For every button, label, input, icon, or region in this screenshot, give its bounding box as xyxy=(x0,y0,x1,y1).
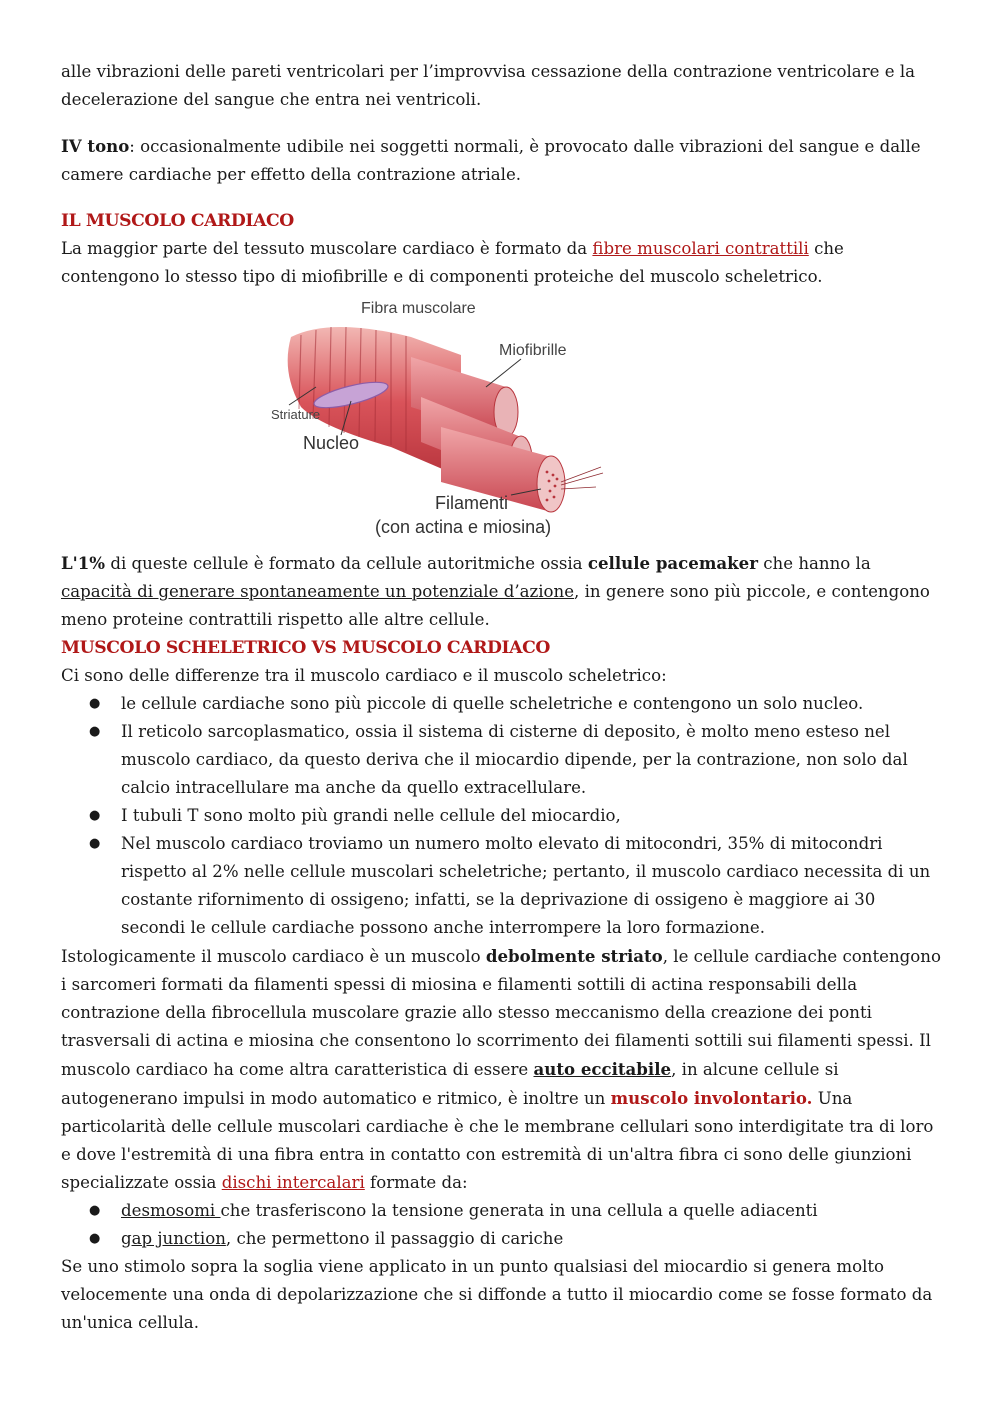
label-miofibrille: Miofibrille xyxy=(499,342,567,359)
link-fibre-muscolari[interactable]: fibre muscolari contrattili xyxy=(592,239,809,258)
term-iv-tono: IV tono xyxy=(61,136,130,156)
label-filamenti: Filamenti xyxy=(435,493,509,513)
paragraph-pacemaker: L'1% di queste cellule è formato da cellule autoritmiche ossia cellule pacemaker che hanno la capacità di generare spontaneamente un potenziale d’azione, in genere sono più piccole, e contengono meno proteine contrattili rispetto alle altre cellule. xyxy=(61,553,930,629)
label-fibra-muscolare: Fibra muscolare xyxy=(361,300,476,317)
list-item: ● Il reticolo sarcoplasmatico, ossia il sistema di cisterne di deposito, è molto meno esteso nel muscolo cardiaco, da questo deriva che il miocardio dipende, per la contrazione, non solo dal calcio intracellulare ma anche da quello extracellulare. xyxy=(121,718,941,802)
document-page xyxy=(61,58,941,1337)
junctions-list xyxy=(61,1197,941,1253)
list-item: ● le cellule cardiache sono più piccole di quelle scheletriche e contengono un solo nucleo. xyxy=(121,690,941,718)
paragraph-depolarizzazione: Se uno stimolo sopra la soglia viene applicato in un punto qualsiasi del miocardio si genera molto velocemente una onda di depolarizzazione che si diffonde a tutto il miocardio come se fosse formato da un'unica cellula. xyxy=(61,1257,933,1332)
paragraph-differenze: Ci sono delle differenze tra il muscolo cardiaco e il muscolo scheletrico: xyxy=(61,666,667,685)
label-filamenti-sub: (con actina e miosina) xyxy=(375,517,552,537)
list-item: ● gap junction, che permettono il passaggio di cariche xyxy=(121,1225,941,1253)
label-striature: Striature xyxy=(271,407,321,422)
paragraph-fibre: La maggior parte del tessuto muscolare cardiaco è formato da fibre muscolari contrattili che contengono lo stesso tipo di miofibrille e di componenti proteiche del muscolo scheletrico. xyxy=(61,239,844,286)
paragraph-istologia: Istologicamente il muscolo cardiaco è un muscolo debolmente striato, le cellule cardiache contengono i sarcomeri formati da filamenti spessi di miosina e filamenti sottili di actina responsabili della contrazione della fibrocellula muscolare grazie allo stesso meccanismo della creazione dei ponti trasversali di actina e miosina che consentono lo scorrimento dei filamenti sottili sui filamenti spessi. Il muscolo cardiaco ha come altra caratteristica di essere auto eccitabile, in alcune cellule si autogenerano impulsi in modo automatico e ritmico, è inoltre un muscolo involontario. Una particolarità delle cellule muscolari cardiache è che le membrane cellulari sono interdigitate tra di loro e dove l'estremità di una fibra entra in contatto con estremità di un'altra fibra ci sono delle giunzioni specializzate ossia dischi intercalari formate da: xyxy=(61,946,941,1192)
heading-muscolo-cardiaco: IL MUSCOLO CARDIACO xyxy=(61,211,294,231)
muscle-fiber-illustration xyxy=(271,297,941,537)
myofibrils xyxy=(411,357,603,512)
list-item: ● Nel muscolo cardiaco troviamo un numero molto elevato di mitocondri, 35% di mitocondri rispetto al 2% nelle cellule muscolari scheletriche; pertanto, il muscolo cardiaco necessita di un costante rifornimento di ossigeno; infatti, se la deprivazione di ossigeno è maggiore ai 30 secondi le cellule cardiache possono anche interrompere la loro formazione. xyxy=(121,830,941,942)
label-nucleo: Nucleo xyxy=(303,433,360,453)
link-dischi-intercalari[interactable]: dischi intercalari xyxy=(221,1173,365,1192)
list-item: ● I tubuli T sono molto più grandi nelle cellule del miocardio, xyxy=(121,802,941,830)
differences-list xyxy=(61,690,941,942)
heading-scheletrico-vs-cardiaco: MUSCOLO SCHELETRICO VS MUSCOLO CARDIACO xyxy=(61,638,550,658)
paragraph-iv-tono: IV tono: occasionalmente udibile nei soggetti normali, è provocato dalle vibrazioni del sangue e dalle camere cardiache per effetto della contrazione atriale. xyxy=(61,136,921,184)
list-item: ● desmosomi che trasferiscono la tensione generata in una cellula a quelle adiacenti xyxy=(121,1197,941,1225)
paragraph-intro: alle vibrazioni delle pareti ventricolari per l’improvvisa cessazione della contrazione ventricolare e la decelerazione del sangue che entra nei ventricoli. xyxy=(61,62,916,109)
